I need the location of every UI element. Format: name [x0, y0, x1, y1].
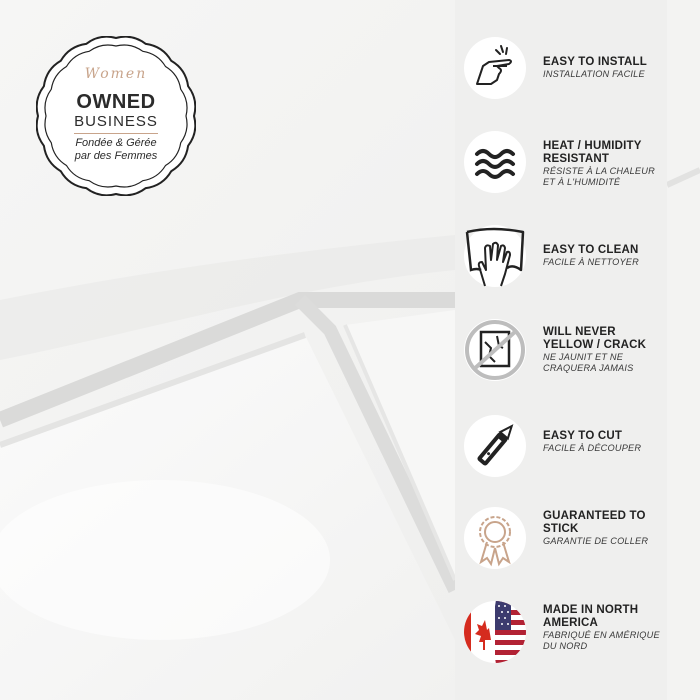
heat-waves-icon — [463, 130, 527, 194]
hand-wiping-icon — [463, 224, 527, 288]
badge-divider — [74, 133, 158, 134]
badge-french-line-2: par des Femmes — [74, 150, 158, 162]
feature-subtitle: FABRIQUÉ EN AMÉRIQUE DU NORD — [543, 630, 660, 651]
canada-usa-flag-icon — [463, 600, 527, 664]
feature-title: MADE IN NORTH AMERICA — [543, 604, 639, 629]
badge-french-line-1: Fondée & Gérée — [75, 137, 157, 149]
feature-made-in-north-america — [455, 598, 667, 678]
feature-title: GUARANTEED TO STICK — [543, 510, 646, 535]
badge-word: BUSINESS — [74, 113, 158, 130]
feature-subtitle: NE JAUNIT ET NE CRAQUERA JAMAIS — [543, 352, 634, 373]
feature-subtitle: INSTALLATION FACILE — [543, 69, 645, 79]
feature-heat-humidity-resistant — [455, 124, 667, 204]
cracked-tile-icon — [463, 318, 527, 382]
badge-script-word: Women — [84, 66, 148, 82]
feature-subtitle: RÉSISTE À LA CHALEUR ET À L'HUMIDITÉ — [543, 166, 655, 187]
feature-title: EASY TO INSTALL — [543, 56, 647, 68]
utility-knife-icon — [463, 414, 527, 478]
feature-guaranteed-to-stick — [455, 502, 667, 582]
feature-title: HEAT / HUMIDITY RESISTANT — [543, 140, 642, 165]
feature-title: EASY TO CLEAN — [543, 244, 639, 256]
award-seal-icon — [463, 506, 527, 570]
features-panel — [455, 0, 667, 700]
feature-easy-to-clean — [455, 220, 667, 300]
feature-easy-to-cut — [455, 410, 667, 490]
feature-never-yellow-crack — [455, 314, 667, 394]
feature-subtitle: GARANTIE DE COLLER — [543, 536, 649, 546]
feature-easy-to-install — [455, 30, 667, 110]
women-owned-business-badge — [36, 36, 196, 196]
feature-subtitle: FACILE À NETTOYER — [543, 257, 639, 267]
feature-title: WILL NEVER YELLOW / CRACK — [543, 326, 647, 351]
badge-bold-word: OWNED — [76, 91, 156, 113]
feature-title: EASY TO CUT — [543, 430, 623, 442]
feature-subtitle: FACILE À DÉCOUPER — [543, 443, 642, 453]
hand-pointing-icon — [463, 36, 527, 100]
